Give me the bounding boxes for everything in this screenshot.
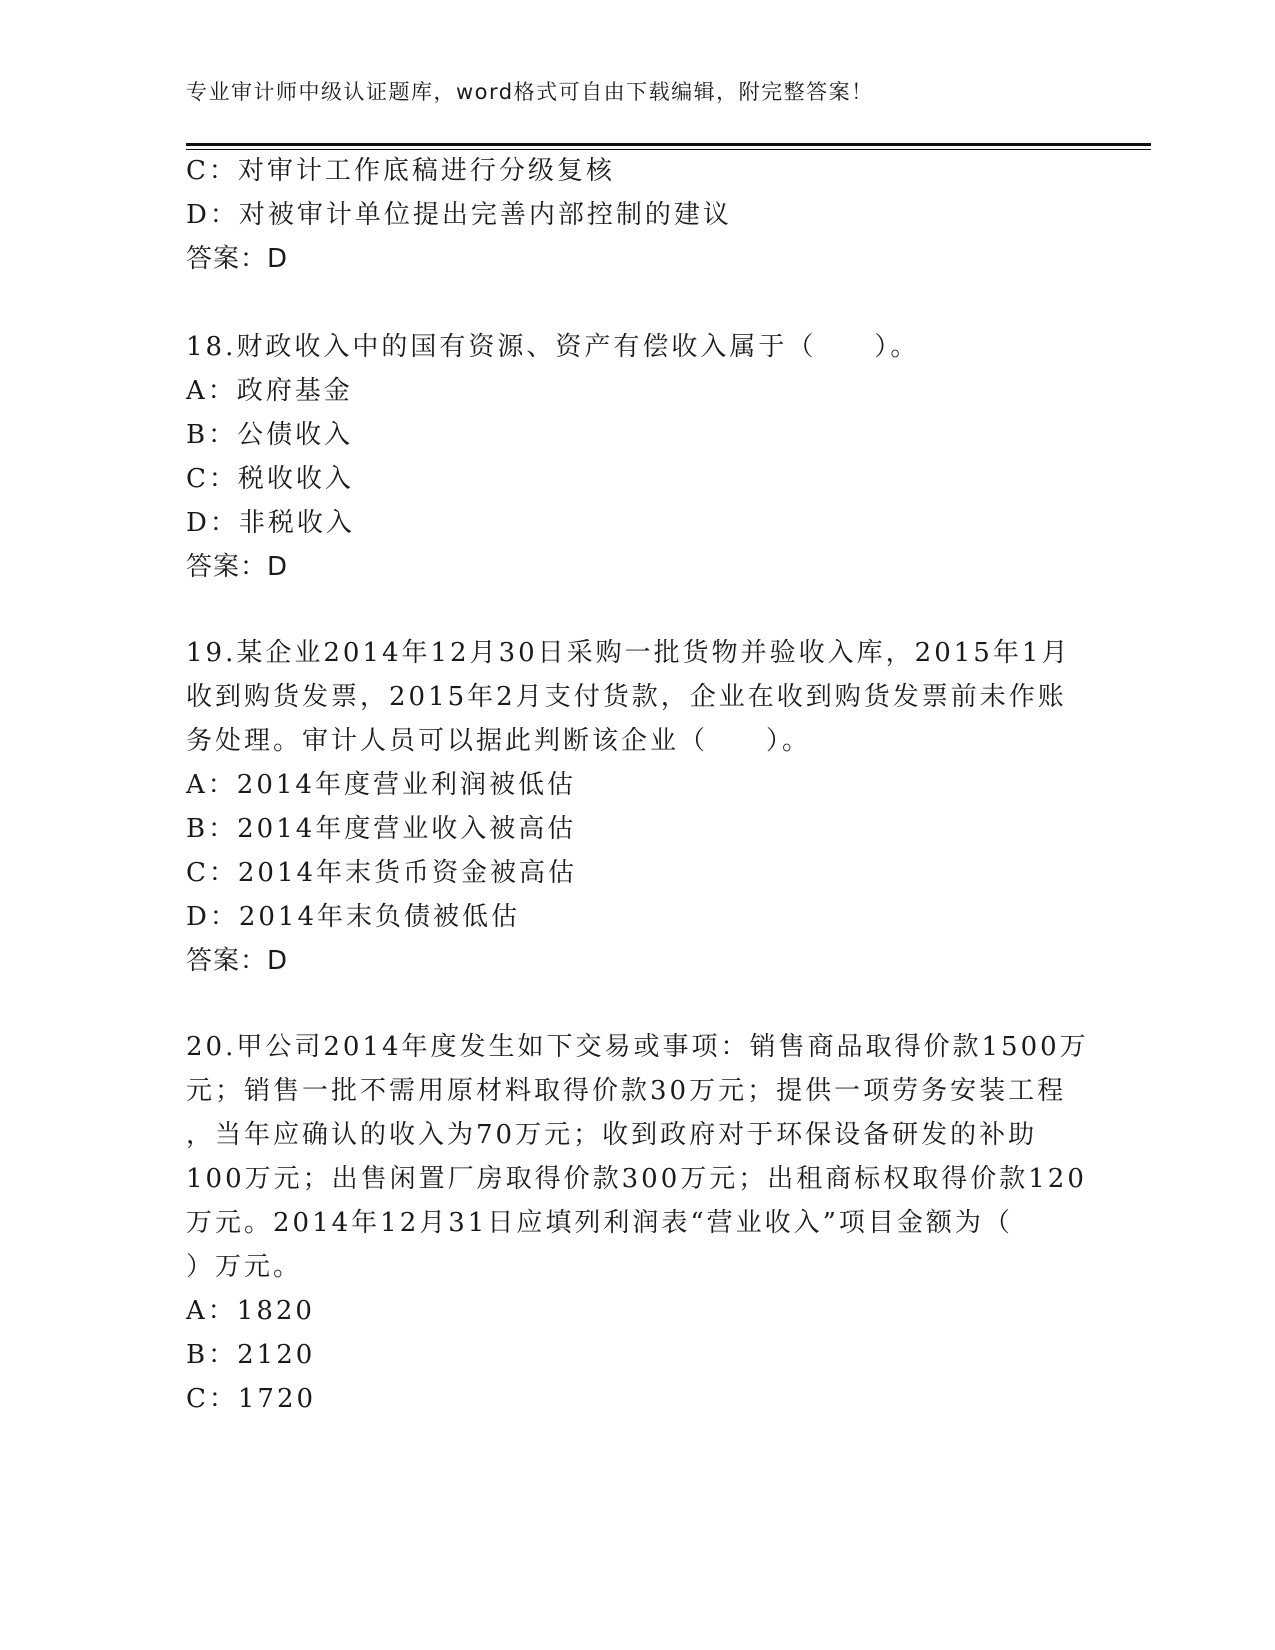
- q19-stem-line-1: 19.某企业2014年12月30日采购一批货物并验收入库，2015年1月: [186, 638, 1071, 668]
- q19-option-a: A：2014年度营业利润被低估: [186, 770, 576, 800]
- q19-option-d: D：2014年末负债被低估: [186, 902, 521, 932]
- q19-answer: 答案：D: [186, 946, 289, 976]
- q20-stem-line-6: ）万元。: [186, 1252, 303, 1282]
- q18-answer: 答案：D: [186, 552, 289, 582]
- q20-option-b: B：2120: [186, 1340, 316, 1370]
- page-header: 专业审计师中级认证题库，word格式可自由下载编辑，附完整答案！: [186, 80, 874, 104]
- q18-stem: 18.财政收入中的国有资源、资产有偿收入属于（ ）。: [186, 332, 920, 362]
- q18-option-c: C：税收收入: [186, 464, 354, 494]
- q17-answer: 答案：D: [186, 244, 289, 274]
- q20-stem-line-4: 100万元；出售闲置厂房取得价款300万元；出租商标权取得价款120: [186, 1164, 1087, 1194]
- q19-option-b: B：2014年度营业收入被高估: [186, 814, 577, 844]
- q18-option-b: B：公债收入: [186, 420, 354, 450]
- q17-option-d: D：对被审计单位提出完善内部控制的建议: [186, 200, 732, 230]
- q20-stem-line-5: 万元。2014年12月31日应填列利润表“营业收入”项目金额为（: [186, 1208, 1013, 1238]
- header-rule-thin: [186, 149, 1151, 150]
- q17-option-c: C：对审计工作底稿进行分级复核: [186, 156, 615, 186]
- q18-option-a: A：政府基金: [186, 376, 353, 406]
- q20-option-a: A：1820: [186, 1296, 315, 1326]
- q18-option-d: D：非税收入: [186, 508, 355, 538]
- header-rule-thick: [186, 143, 1151, 146]
- q20-option-c: C：1720: [186, 1384, 317, 1414]
- q20-stem-line-2: 元；销售一批不需用原材料取得价款30万元；提供一项劳务安装工程: [186, 1076, 1067, 1106]
- q19-option-c: C：2014年末货币资金被高估: [186, 858, 578, 888]
- q20-stem-line-1: 20.甲公司2014年度发生如下交易或事项：销售商品取得价款1500万: [186, 1032, 1089, 1062]
- q20-stem-line-3: ，当年应确认的收入为70万元；收到政府对于环保设备研发的补助: [186, 1120, 1038, 1150]
- q19-stem-line-3: 务处理。审计人员可以据此判断该企业（ ）。: [186, 726, 812, 756]
- q19-stem-line-2: 收到购货发票，2015年2月支付货款，企业在收到购货发票前未作账: [186, 682, 1067, 712]
